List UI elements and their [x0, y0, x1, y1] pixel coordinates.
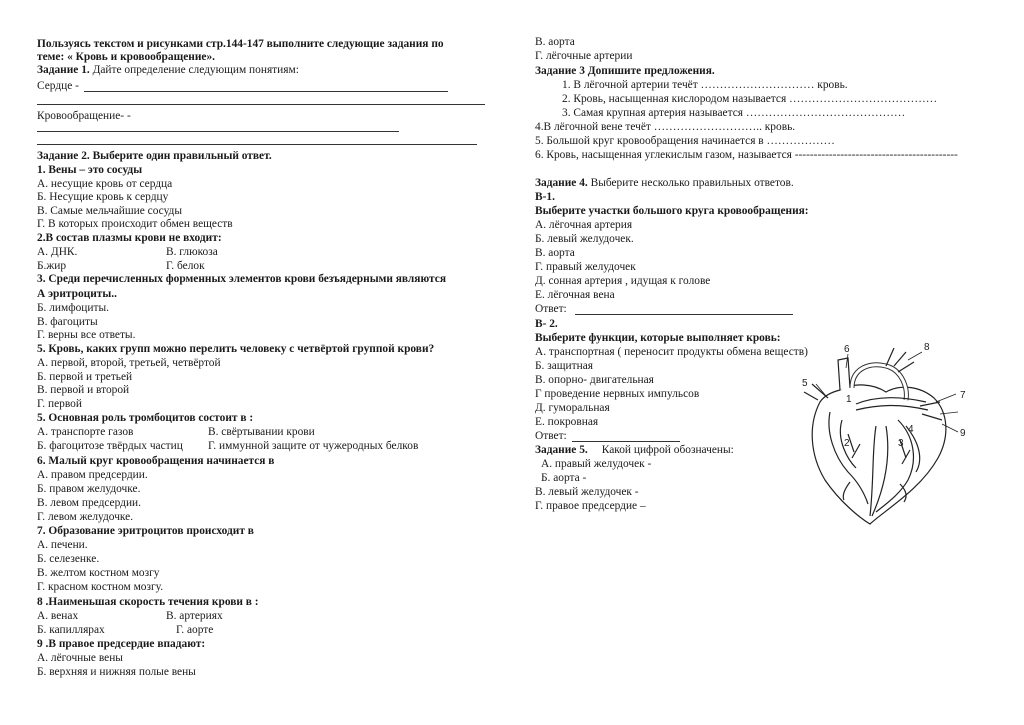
heart-definition-line-2[interactable]	[37, 104, 485, 105]
task5-item: А. правый желудочек -	[541, 458, 652, 470]
q6-option-b[interactable]: Б. правом желудочке.	[37, 483, 141, 495]
q4-question: 5. Кровь, каких групп можно перелить человеку с четвёртой группой крови?	[37, 343, 435, 355]
q6-question: 6. Малый круг кровообращения начинается в	[37, 455, 275, 467]
q2-option-b[interactable]: Б.жир	[37, 260, 67, 272]
q9-option-c[interactable]: В. аорта	[535, 36, 575, 48]
q1-option-a[interactable]: А. несущие кровь от сердца	[37, 178, 173, 190]
task4-heading	[535, 177, 794, 190]
task4-v2-option[interactable]: А. транспортная ( переносит продукты обмена веществ)	[535, 346, 808, 358]
q8-question: 8 .Наименьшая скорость течения крови в :	[37, 596, 259, 608]
q7-option-b[interactable]: Б. селезенке.	[37, 553, 100, 565]
heart-term: Сердце -	[37, 80, 79, 92]
q8-option-b[interactable]: Б. капиллярах	[37, 624, 105, 636]
q7-question: 7. Образование эритроцитов происходит в	[37, 525, 254, 537]
task4-v1-option[interactable]: А. лёгочная артерия	[535, 219, 633, 231]
task4-answer-2-label: Ответ:	[535, 430, 567, 442]
task4-v2-option[interactable]: Г проведение нервных импульсов	[535, 388, 700, 400]
q3-option-d[interactable]: Г. верны все ответы.	[37, 329, 136, 341]
q6-option-d[interactable]: Г. левом желудочке.	[37, 511, 134, 523]
heart-label-7: 7	[960, 390, 966, 401]
q4-option-a[interactable]: А. первой, второй, третьей, четвёртой	[37, 357, 221, 369]
heart-label-9: 9	[960, 428, 966, 439]
task4-v1-option[interactable]: Г. правый желудочек	[535, 261, 636, 273]
q8-option-d[interactable]: Г. аорте	[176, 624, 214, 636]
task4-variant-1: В-1.	[535, 191, 555, 203]
heart-label-1: 1	[846, 394, 852, 405]
q1-option-b[interactable]: Б. Несущие кровь к сердцу	[37, 191, 169, 203]
task4-v1-option[interactable]: В. аорта	[535, 247, 575, 259]
task3-sentence-1: 1. В лёгочной артерии течёт ………………………… кровь.	[562, 79, 848, 91]
task3-sentence-6: 6. Кровь, насыщенная углекислым газом, называется -------------------------------------------	[535, 149, 958, 161]
q1-option-c[interactable]: В. Самые мельчайшие сосуды	[37, 205, 183, 217]
task1-label: Задание 1.	[37, 64, 90, 76]
q5-option-c[interactable]: В. свёртывании крови	[208, 426, 315, 438]
q1-question: 1. Вены – это сосуды	[37, 164, 143, 176]
task5-label: Задание 5.	[535, 444, 588, 456]
circulation-definition-line[interactable]	[37, 131, 399, 132]
header-line-1: Пользуясь текстом и рисунками стр.144-147 выполните следующие задания по	[37, 38, 444, 50]
q7-option-c[interactable]: В. желтом костном мозгу	[37, 567, 160, 579]
task4-answer-2-line[interactable]	[572, 441, 680, 442]
heart-outline	[804, 348, 946, 524]
q2-option-a[interactable]: А. ДНК.	[37, 246, 78, 258]
q5-question: 5. Основная роль тромбоцитов состоит в :	[37, 412, 254, 424]
task4-label: Задание 4.	[535, 177, 588, 189]
q8-option-c[interactable]: В. артериях	[166, 610, 223, 622]
task3-sentence-2: 2. Кровь, насыщенная кислородом называется …………………………………	[562, 93, 938, 105]
q2-option-d[interactable]: Г. белок	[166, 260, 205, 272]
q9-option-d[interactable]: Г. лёгочные артерии	[535, 50, 633, 62]
task4-v1-question: Выберите участки большого круга кровообращения:	[535, 205, 809, 217]
task4-v1-option[interactable]: Е. лёгочная вена	[535, 289, 615, 301]
circulation-term: Кровообращение- -	[37, 110, 131, 122]
q1-option-d[interactable]: Г. В которых происходит обмен веществ	[37, 218, 233, 230]
task3-title: Задание 3 Допишите предложения.	[535, 65, 715, 77]
q8-option-a[interactable]: А. венах	[37, 610, 79, 622]
task4-v2-option[interactable]: Е. покровная	[535, 416, 599, 428]
q9-question: 9 .В правое предсердие впадают:	[37, 638, 206, 650]
q5-option-a[interactable]: А. транспорте газов	[37, 426, 134, 438]
task3-sentence-5: 5. Большой круг кровообращения начинается в ………………	[535, 135, 835, 147]
task4-text: Выберите несколько правильных ответов.	[590, 177, 794, 189]
task5-text: Какой цифрой обозначены:	[601, 444, 734, 456]
circulation-definition-line-2[interactable]	[37, 144, 477, 145]
task5-item: Г. правое предсердие –	[535, 500, 646, 512]
task4-variant-2: В- 2.	[535, 318, 558, 330]
task5-item: Б. аорта -	[541, 472, 587, 484]
task4-v2-option[interactable]: Д. гуморальная	[535, 402, 610, 414]
q4-option-d[interactable]: Г. первой	[37, 398, 82, 410]
q9-option-b[interactable]: Б. верхняя и нижняя полые вены	[37, 666, 196, 678]
heart-diagram	[790, 340, 980, 530]
heart-label-3: 3	[898, 438, 904, 449]
q5-option-d[interactable]: Г. иммунной защите от чужеродных белков	[208, 440, 419, 452]
q3-option-a[interactable]: А эритроциты..	[37, 288, 117, 300]
heart-label-8: 8	[924, 342, 930, 353]
q3-option-b[interactable]: Б. лимфоциты.	[37, 302, 109, 314]
q9-option-a[interactable]: А. лёгочные вены	[37, 652, 123, 664]
task5-item: В. левый желудочек -	[535, 486, 639, 498]
q4-option-c[interactable]: В. первой и второй	[37, 384, 130, 396]
task3-sentence-4: 4.В лёгочной вене течёт ……………………….. кровь.	[535, 121, 796, 133]
q3-question: 3. Среди перечисленных форменных элементов крови безъядерными являются	[37, 273, 446, 285]
heart-definition-line[interactable]	[84, 91, 448, 92]
q6-option-a[interactable]: А. правом предсердии.	[37, 469, 148, 481]
heart-label-5: 5	[802, 378, 808, 389]
task3-sentence-3: 3. Самая крупная артерия называется ……………………………………	[562, 107, 906, 119]
q7-option-a[interactable]: А. печени.	[37, 539, 88, 551]
task4-v2-question: Выберите функции, которые выполняет кровь:	[535, 332, 781, 344]
q2-option-c[interactable]: В. глюкоза	[166, 246, 218, 258]
q4-option-b[interactable]: Б. первой и третьей	[37, 371, 133, 383]
task4-answer-1-line[interactable]	[575, 314, 793, 315]
heart-label-4: 4	[908, 424, 914, 435]
q3-option-c[interactable]: В. фагоциты	[37, 316, 98, 328]
task2-title: Задание 2. Выберите один правильный ответ.	[37, 150, 272, 162]
task5-heading	[535, 444, 734, 457]
task1-text: Дайте определение следующим понятиям:	[92, 64, 299, 76]
heart-label-2: 2	[844, 438, 850, 449]
q5-option-b[interactable]: Б. фагоцитозе твёрдых частиц	[37, 440, 183, 452]
task4-v1-option[interactable]: Д. сонная артерия , идущая к голове	[535, 275, 711, 287]
q6-option-c[interactable]: В. левом предсердии.	[37, 497, 141, 509]
q7-option-d[interactable]: Г. красном костном мозгу.	[37, 581, 164, 593]
task1-heading	[37, 64, 299, 77]
task4-answer-1-label: Ответ:	[535, 303, 567, 315]
task4-v1-option[interactable]: Б. левый желудочек.	[535, 233, 634, 245]
task4-v2-option[interactable]: В. опорно- двигательная	[535, 374, 654, 386]
task4-v2-option[interactable]: Б. защитная	[535, 360, 594, 372]
q2-question: 2.В состав плазмы крови не входит:	[37, 232, 222, 244]
heart-label-6: 6	[844, 344, 850, 355]
header-line-2: теме: « Кровь и кровообращение».	[37, 51, 215, 63]
